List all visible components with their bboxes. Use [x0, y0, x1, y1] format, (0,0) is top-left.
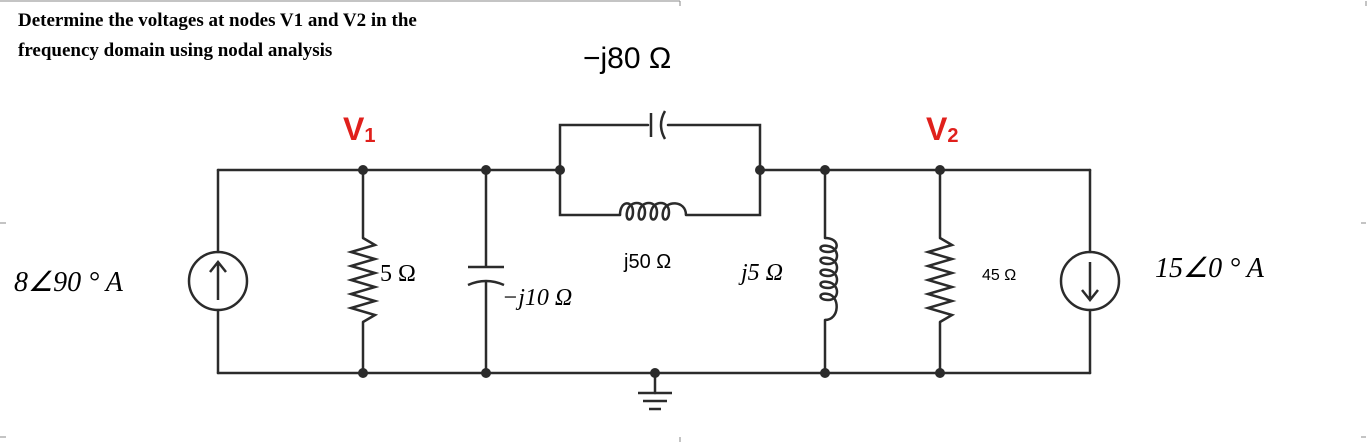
label-capacitor-80: −j80 Ω — [583, 42, 672, 75]
question-line-2: frequency domain using nodal analysis — [18, 40, 333, 61]
inductor-50-symbol — [620, 203, 686, 220]
node-label-v1: V1 — [343, 111, 376, 147]
question-line-1: Determine the voltages at nodes V1 and V2 in the — [18, 10, 417, 31]
label-inductor-50: j50 Ω — [624, 251, 672, 273]
current-source-left — [189, 252, 247, 310]
page-marks — [0, 1, 1366, 442]
inductor-5-symbol — [821, 238, 838, 320]
label-inductor-5: j5 Ω — [741, 260, 784, 286]
label-resistor-5: 5 Ω — [380, 261, 416, 287]
resistor-45-symbol — [928, 238, 952, 322]
arrow-up-icon — [210, 262, 226, 300]
label-source-right: 15∠0 ° A — [1155, 253, 1264, 284]
label-resistor-45: 45 Ω — [982, 267, 1017, 284]
resistor-5-symbol — [351, 238, 375, 322]
arrow-down-icon — [1082, 262, 1098, 300]
label-source-left: 8∠90 ° A — [14, 267, 123, 298]
capacitor-80-symbol — [651, 111, 665, 139]
current-source-right — [1061, 252, 1119, 310]
ground-symbol — [638, 393, 672, 409]
label-capacitor-10: −j10 Ω — [502, 285, 573, 311]
parallel-frame — [560, 125, 760, 215]
node-label-v2: V2 — [926, 111, 959, 147]
